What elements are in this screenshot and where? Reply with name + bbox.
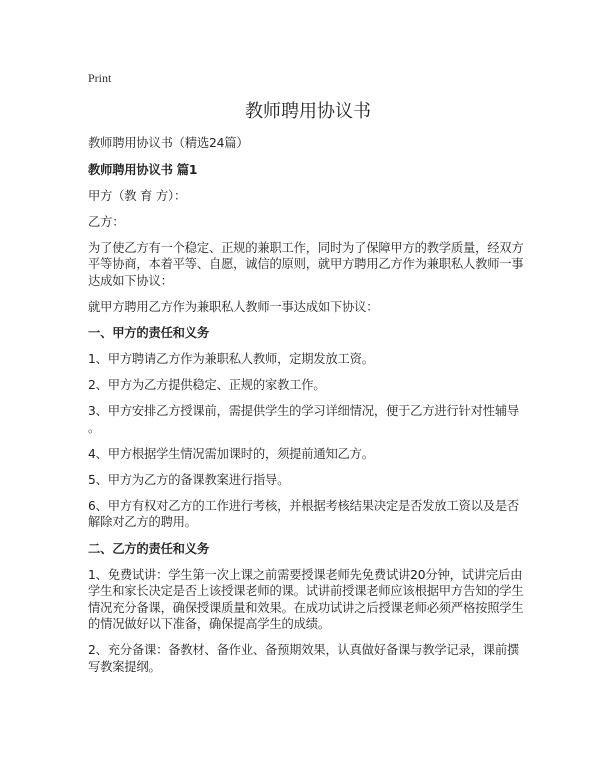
print-link[interactable]: Print [88,71,112,85]
document-title: 教师聘用协议书 [245,101,371,122]
document-subtitle: 教师聘用协议书（精选24篇） [88,136,249,150]
section2-item: 1、免费试讲：学生第一次上课之前需要授课老师先免费试讲20分钟，试讲完后由 学生和家长决定是否上该授课老师的课。试讲前授课老师应该根据甲方告知的学生 情况充分备课，确保授课质量和效果。在成功试讲之后授课老师必须严格按照学生 的情况做好以下准备，确保提高学生的成绩。 [88,567,524,631]
document-page [88,70,528,675]
article-heading: 教师聘用协议书 篇1 [88,162,198,177]
section1-item: 3、甲方安排乙方授课前，需提供学生的学习详细情况，便于乙方进行针对性辅导 。 [88,404,520,435]
section1-item: 1、甲方聘请乙方作为兼职私人教师，定期发放工资。 [88,352,374,366]
section1-heading: 一、甲方的责任和义务 [88,326,209,340]
section2-item: 2、充分备课：备教材、备作业、备预期效果，认真做好备课与教学记录，课前撰 写教案提纲。 [88,643,520,674]
section1-item: 4、甲方根据学生情况需加课时的，须提前通知乙方。 [88,446,374,461]
party-a: 甲方（教 育 方）： [88,188,187,203]
party-b: 乙方： [88,214,125,229]
intro-paragraph: 为了使乙方有一个稳定、正规的兼职工作，同时为了保障甲方的教学质量，经双方 平等协商，本着平等、自愿，诚信的原则，就甲方聘用乙方作为兼职私人教师一事 达成如下协议： [88,240,524,288]
section1-item: 6、甲方有权对乙方的工作进行考核，并根据考核结果决定是否发放工资以及是否 解除对乙方的聘用。 [88,498,520,529]
section2-heading: 二、乙方的责任和义务 [88,541,209,556]
section1-item: 5、甲方为乙方的备课教案进行指导。 [88,472,290,487]
section1-item: 2、甲方为乙方提供稳定、正规的家教工作。 [88,378,326,392]
agreement-line: 就甲方聘用乙方作为兼职私人教师一事达成如下协议： [88,299,379,314]
